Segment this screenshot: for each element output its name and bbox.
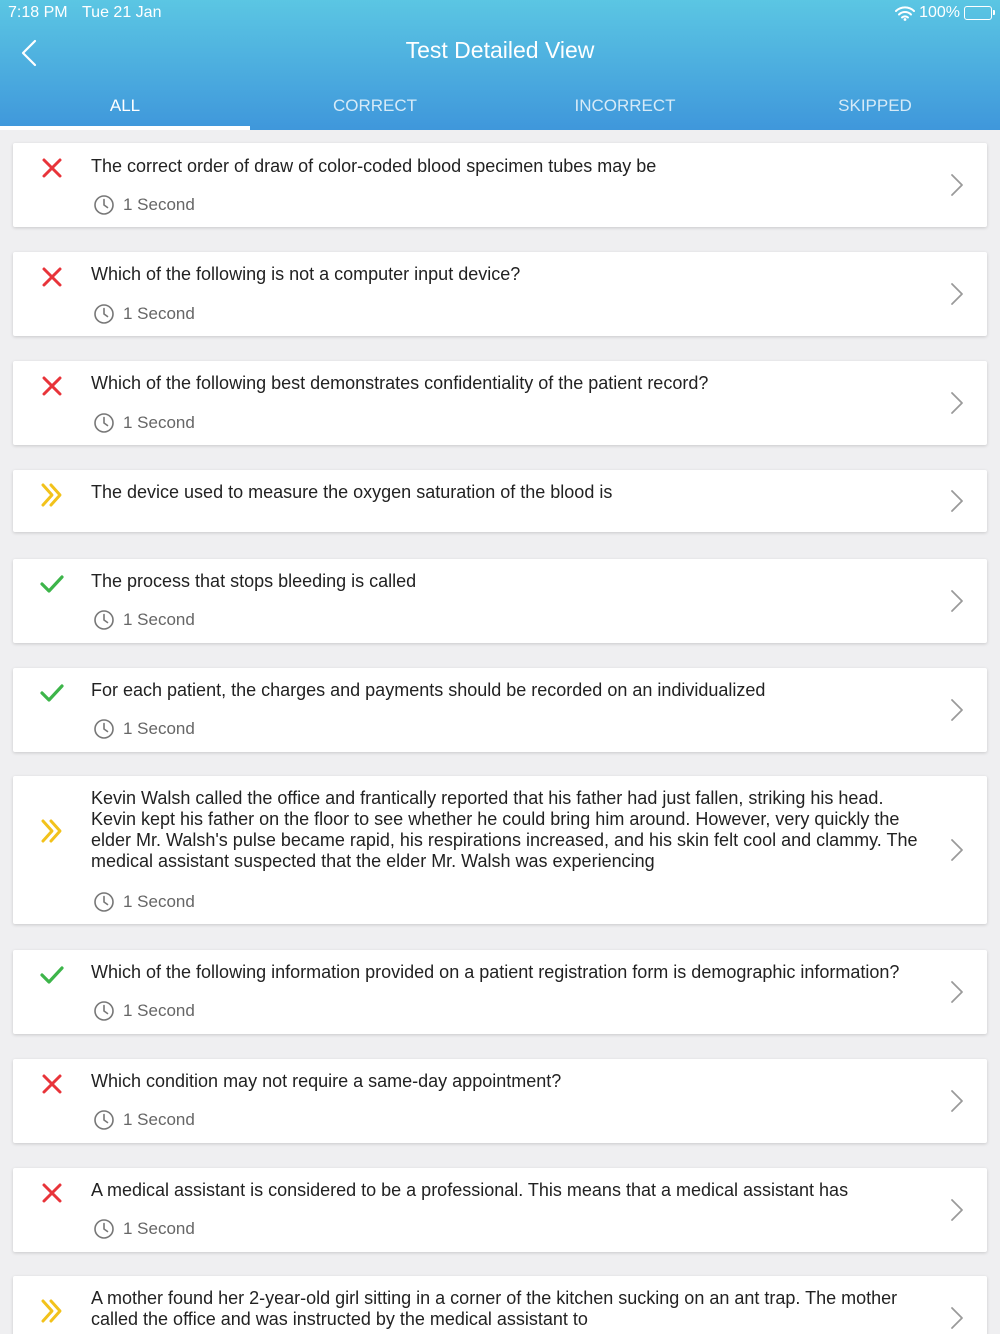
chevron-right-icon <box>949 488 965 514</box>
skipped-double-chevron-icon <box>39 482 65 508</box>
clock-icon <box>93 609 115 631</box>
question-text: Which condition may not require a same-day appointment? <box>91 1071 562 1091</box>
clock-icon <box>93 1218 115 1240</box>
question-card[interactable] <box>13 470 987 532</box>
incorrect-x-icon <box>39 155 65 181</box>
question-card[interactable] <box>13 559 987 643</box>
tab-correct[interactable]: CORRECT <box>332 96 418 115</box>
correct-check-icon <box>39 571 65 597</box>
question-text: Which of the following is not a computer input device? <box>91 264 521 284</box>
question-card[interactable] <box>13 143 987 227</box>
time-spent-label: 1 Second <box>123 1110 195 1129</box>
question-text: A medical assistant is considered to be a professional. This means that a medical assistant has <box>91 1180 849 1200</box>
question-card[interactable] <box>13 361 987 445</box>
chevron-right-icon <box>949 979 965 1005</box>
chevron-right-icon <box>949 281 965 307</box>
time-spent <box>93 412 195 434</box>
clock-icon <box>93 891 115 913</box>
chevron-right-icon <box>949 172 965 198</box>
tab-all[interactable]: ALL <box>0 86 250 130</box>
status-indicators <box>895 4 992 22</box>
question-text: The correct order of draw of color-coded blood specimen tubes may be <box>91 156 657 176</box>
question-card[interactable] <box>13 1168 987 1252</box>
incorrect-x-icon <box>39 1180 65 1206</box>
chevron-right-icon <box>949 837 965 863</box>
time-spent-label: 1 Second <box>123 413 195 432</box>
incorrect-x-icon <box>39 1071 65 1097</box>
time-spent-label: 1 Second <box>123 1001 195 1020</box>
incorrect-x-icon <box>39 373 65 399</box>
filter-tabs <box>0 86 1000 130</box>
question-card[interactable] <box>13 950 987 1034</box>
time-spent <box>93 1000 195 1022</box>
time-spent-label: 1 Second <box>123 304 195 323</box>
app-header <box>0 0 1000 130</box>
incorrect-x-icon <box>39 264 65 290</box>
skipped-double-chevron-icon <box>39 818 65 844</box>
question-card[interactable] <box>13 776 987 924</box>
time-spent-label: 1 Second <box>123 195 195 214</box>
status-bar <box>0 0 1000 26</box>
question-card[interactable] <box>13 1276 987 1334</box>
status-time: 7:18 PM <box>8 4 68 21</box>
question-text: The device used to measure the oxygen saturation of the blood is <box>91 482 613 502</box>
page-title: Test Detailed View <box>405 37 595 63</box>
correct-check-icon <box>39 962 65 988</box>
battery-icon <box>964 6 992 20</box>
clock-icon <box>93 303 115 325</box>
time-spent <box>93 303 195 325</box>
chevron-right-icon <box>949 390 965 416</box>
time-spent <box>93 194 195 216</box>
tab-incorrect[interactable]: INCORRECT <box>574 96 676 115</box>
time-spent <box>93 609 195 631</box>
time-spent <box>93 1218 195 1240</box>
question-text: Kevin Walsh called the office and frantically reported that his father had just fallen, striking his head. Kevin kept his father on the floor to see whether he could bring him around. However, very quickly the elder Mr. Walsh's pulse became rapid, his respirations increased, and his skin felt cool and clammy. The medical assistant suspected that the elder Mr. Walsh was experiencing <box>91 788 918 871</box>
clock-icon <box>93 1000 115 1022</box>
time-spent-label: 1 Second <box>123 892 195 911</box>
time-spent-label: 1 Second <box>123 1219 195 1238</box>
chevron-right-icon <box>949 1197 965 1223</box>
question-list <box>0 130 1000 1334</box>
question-text: A mother found her 2-year-old girl sitting in a corner of the kitchen sucking on an ant trap. The mother called the office and was instructed by the medical assistant to <box>91 1288 898 1329</box>
status-date: Tue 21 Jan <box>82 4 162 21</box>
clock-icon <box>93 194 115 216</box>
question-text: The process that stops bleeding is called <box>91 571 417 591</box>
chevron-right-icon <box>949 1088 965 1114</box>
clock-icon <box>93 412 115 434</box>
time-spent <box>93 718 195 740</box>
question-card[interactable] <box>13 252 987 336</box>
question-card[interactable] <box>13 1059 987 1143</box>
time-spent <box>93 1109 195 1131</box>
clock-icon <box>93 718 115 740</box>
wifi-icon <box>895 6 915 21</box>
chevron-right-icon <box>949 1305 965 1331</box>
question-card[interactable] <box>13 668 987 752</box>
time-spent <box>93 891 195 913</box>
question-text: Which of the following best demonstrates confidentiality of the patient record? <box>91 373 709 393</box>
battery-percent: 100% <box>919 4 960 21</box>
clock-icon <box>93 1109 115 1131</box>
chevron-right-icon <box>949 588 965 614</box>
time-spent-label: 1 Second <box>123 610 195 629</box>
time-spent-label: 1 Second <box>123 719 195 738</box>
correct-check-icon <box>39 680 65 706</box>
skipped-double-chevron-icon <box>39 1298 65 1324</box>
question-text: Which of the following information provided on a patient registration form is demographic information? <box>91 962 900 982</box>
question-text: For each patient, the charges and payments should be recorded on an individualized <box>91 680 766 700</box>
chevron-right-icon <box>949 697 965 723</box>
tab-skipped[interactable]: SKIPPED <box>838 96 912 115</box>
